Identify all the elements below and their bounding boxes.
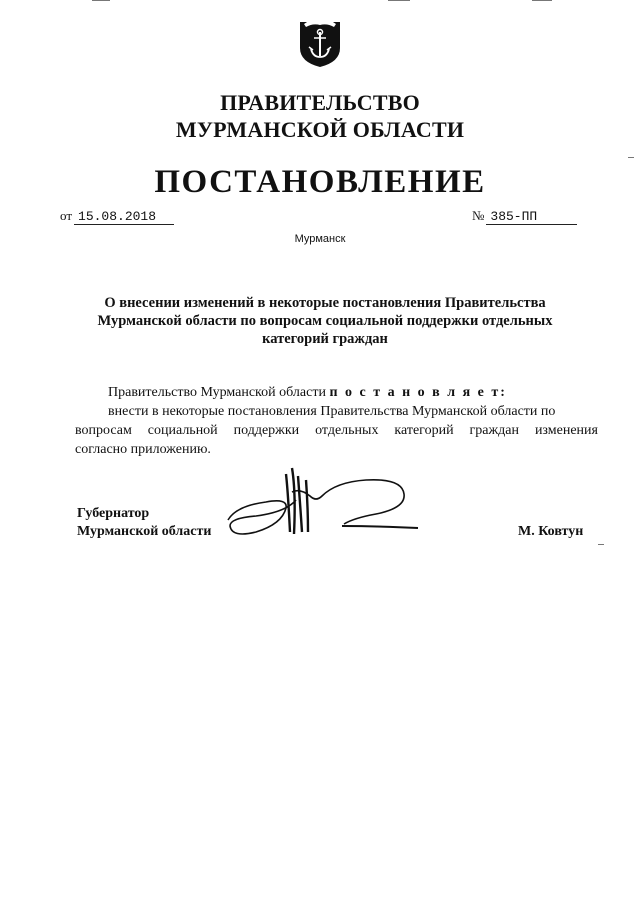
body-word: вопросам [75,423,132,438]
body-word: граждан [469,423,519,438]
heading-line3: категорий граждан [262,331,388,347]
body-line2 [75,421,598,440]
number-row [472,208,577,225]
scan-mark [92,0,110,1]
number-value: 385-ПП [486,209,577,225]
number-label: № [472,208,485,223]
decree-intro [75,383,598,402]
scan-mark [532,0,552,1]
body-line3 [75,440,598,459]
scan-mark [598,544,604,545]
intro-text: Правительство Мурманской области [108,385,326,400]
body-line1 [75,402,598,421]
scan-mark [388,0,410,1]
document-heading [70,294,580,348]
signatory-title-line2: Мурманской области [77,524,212,539]
city: Мурманск [294,233,346,245]
body-text-line3: согласно приложению. [75,442,211,457]
coat-of-arms-icon [298,16,342,68]
signatory-name: М. Ковтун [518,524,584,539]
body-word: поддержки [233,423,300,438]
body-text-line1: внести в некоторые постановления Правительства Мурманской области по [108,404,556,419]
scan-mark [628,157,634,158]
government-title-line1: ПРАВИТЕЛЬСТВО [220,90,420,115]
signatory-title-line1: Губернатор [77,506,150,521]
heading-line2: Мурманской области по вопросам социальной поддержки отдельных [97,313,553,329]
body-word: изменения [534,423,598,438]
document-body [75,383,598,459]
body-word: отдельных [315,423,379,438]
document-type: ПОСТАНОВЛЕНИЕ [154,164,486,200]
date-row [60,208,174,225]
date-label: от [60,208,73,223]
decree-word: п о с т а н о в л я е т: [329,385,507,400]
body-word: категорий [394,423,454,438]
date-value: 15.08.2018 [74,209,174,225]
heading-line1: О внесении изменений в некоторые постановления Правительства [104,295,546,311]
signatory-title [77,505,211,541]
handwritten-signature-icon [226,462,426,542]
government-title [0,89,640,143]
body-word: социальной [147,423,218,438]
government-title-line2: МУРМАНСКОЙ ОБЛАСТИ [175,117,465,142]
